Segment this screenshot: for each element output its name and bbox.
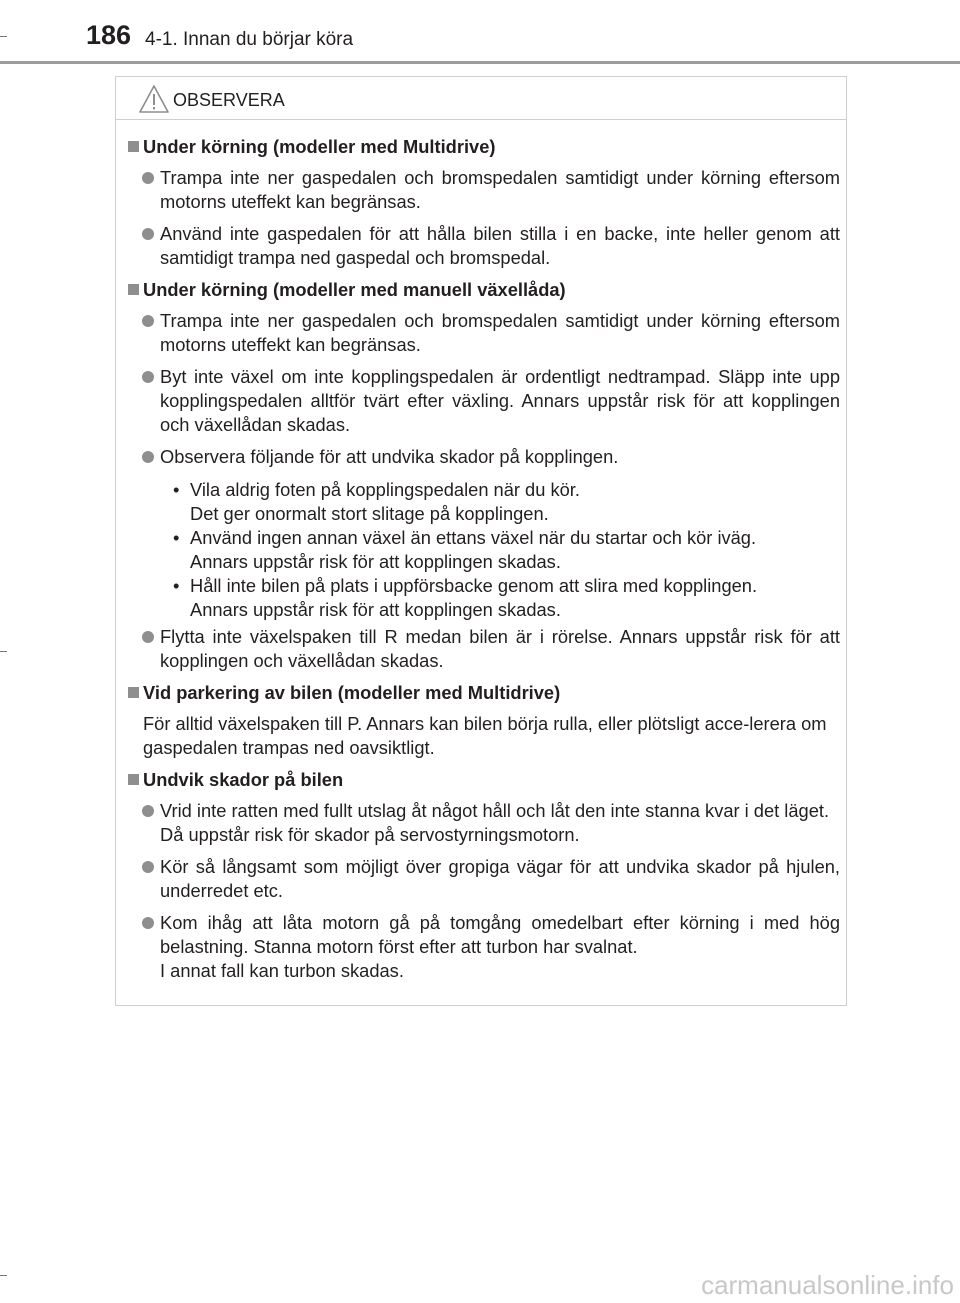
bullet-text: Observera följande för att undvika skador på kopplingen. <box>160 446 619 467</box>
bullet-text: Trampa inte ner gaspedalen och bromspedalen samtidigt under körning eftersom motorns uteffekt kan begränsas. <box>160 310 840 355</box>
bullet-item <box>128 445 840 469</box>
bullet-item <box>128 911 840 983</box>
circle-bullet-icon <box>142 917 154 929</box>
bullet-item <box>128 222 840 270</box>
sub-bullet-mark: • <box>173 527 180 548</box>
sub-bullet-mark: • <box>173 575 180 596</box>
section-heading-text: Undvik skador på bilen <box>143 769 344 790</box>
watermark-text: carmanualsonline.info <box>701 1270 954 1300</box>
caution-header <box>116 77 846 120</box>
sub-item-text: Använd ingen annan växel än ettans växel när du startar och kör iväg. <box>190 527 757 548</box>
square-bullet-icon <box>128 284 139 295</box>
sub-list-item <box>128 478 840 526</box>
caution-box <box>115 76 847 1006</box>
bullet-item <box>128 625 840 673</box>
bullet-item <box>128 309 840 357</box>
circle-bullet-icon <box>142 861 154 873</box>
section-paragraph: För alltid växelspaken till P. Annars kan bilen börja rulla, eller plötsligt acce-lerera om gaspedalen trampas ned oavsiktligt. <box>143 713 827 758</box>
section-title: 4-1. Innan du börjar köra <box>145 29 354 50</box>
bullet-text: Vrid inte ratten med fullt utslag åt något håll och låt den inte stanna kvar i det läget. <box>160 800 830 821</box>
bullet-note: I annat fall kan turbon skadas. <box>160 960 404 981</box>
circle-bullet-icon <box>142 805 154 817</box>
square-bullet-icon <box>128 687 139 698</box>
bullet-text: Använd inte gaspedalen för att hålla bilen stilla i en backe, inte heller genom att samtidigt trampa ned gaspedal och bromspedal. <box>160 223 840 268</box>
bullet-item <box>128 166 840 214</box>
sub-bullet-mark: • <box>173 479 180 500</box>
bullet-text: Byt inte växel om inte kopplingspedalen är ordentligt nedtrampad. Släpp inte upp kopplingspedalen alltför tvärt efter växling. Annars uppstår risk för att kopplingen och växellådan skadas. <box>160 366 840 435</box>
section-heading-text: Vid parkering av bilen (modeller med Multidrive) <box>143 682 561 703</box>
sub-item-note: Annars uppstår risk för att kopplingen skadas. <box>190 551 561 572</box>
crop-mark <box>0 651 7 652</box>
square-bullet-icon <box>128 774 139 785</box>
bullet-text: Flytta inte växelspaken till R medan bilen är i rörelse. Annars uppstår risk för att kopplingen och växellådan skadas. <box>160 626 840 671</box>
crop-mark <box>0 1275 7 1276</box>
header-rule <box>0 61 960 64</box>
sub-list-item <box>128 526 840 574</box>
square-bullet-icon <box>128 141 139 152</box>
sub-list-item <box>128 574 840 622</box>
page-number: 186 <box>86 20 132 50</box>
section-heading <box>128 681 840 705</box>
bullet-text: Trampa inte ner gaspedalen och bromspedalen samtidigt under körning eftersom motorns uteffekt kan begränsas. <box>160 167 840 212</box>
bullet-text: Kör så långsamt som möjligt över gropiga vägar för att undvika skador på hjulen, underredet etc. <box>160 856 840 901</box>
sub-item-note: Det ger onormalt stort slitage på kopplingen. <box>190 503 549 524</box>
section-heading <box>128 135 840 159</box>
caution-content <box>128 135 840 991</box>
section-heading <box>128 278 840 302</box>
sub-item-note: Annars uppstår risk för att kopplingen skadas. <box>190 599 561 620</box>
bullet-item <box>128 855 840 903</box>
bullet-item <box>128 799 840 847</box>
circle-bullet-icon <box>142 451 154 463</box>
bullet-note: Då uppstår risk för skador på servostyrningsmotorn. <box>160 824 580 845</box>
warning-triangle-icon <box>138 84 170 114</box>
circle-bullet-icon <box>142 172 154 184</box>
sub-item-text: Håll inte bilen på plats i uppförsbacke genom att slira med kopplingen. <box>190 575 758 596</box>
bullet-text: Kom ihåg att låta motorn gå på tomgång omedelbart efter körning i med hög belastning. Stanna motorn först efter att turbon har svalnat. <box>160 912 840 957</box>
circle-bullet-icon <box>142 371 154 383</box>
section-heading-text: Under körning (modeller med Multidrive) <box>143 136 496 157</box>
circle-bullet-icon <box>142 315 154 327</box>
circle-bullet-icon <box>142 631 154 643</box>
bullet-item <box>128 365 840 437</box>
sub-item-text: Vila aldrig foten på kopplingspedalen när du kör. <box>190 479 580 500</box>
section-heading-text: Under körning (modeller med manuell växellåda) <box>143 279 566 300</box>
crop-mark <box>0 36 7 37</box>
sub-list <box>128 478 840 622</box>
circle-bullet-icon <box>142 228 154 240</box>
caution-label: OBSERVERA <box>173 90 285 110</box>
section-heading <box>128 768 840 792</box>
